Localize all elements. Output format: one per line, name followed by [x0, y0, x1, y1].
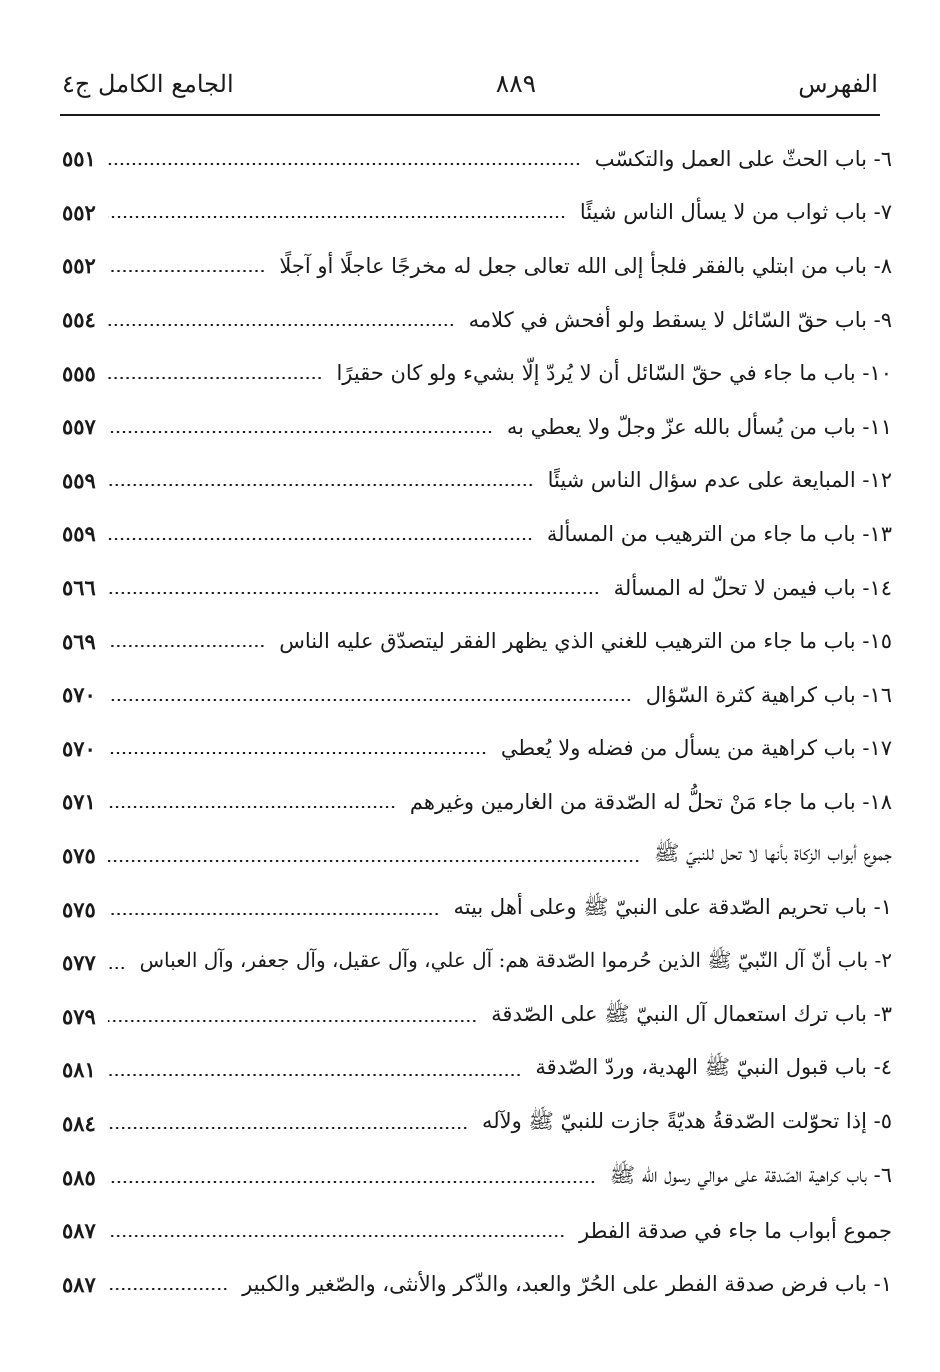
toc-entry: [62, 400, 892, 454]
dot-leader: [108, 484, 534, 486]
toc-entry: [62, 1150, 892, 1204]
toc-entry-page: ٥٧٥: [62, 843, 96, 869]
toc-entry-title: ١٨- باب ما جاء مَنْ تحلُّ له الصّدقة من الغارمين وغيرهم: [409, 789, 892, 814]
dot-leader: [108, 324, 455, 326]
dot-leader: [108, 1181, 596, 1183]
dot-leader: [108, 806, 396, 808]
toc-entry: [62, 722, 892, 776]
toc-entry-title: ١٧- باب كراهية من يسأل من فضله ولا يُعطي: [500, 736, 892, 761]
dot-leader: [108, 1074, 522, 1076]
toc-entry: [62, 1043, 892, 1097]
toc-entry: [62, 990, 892, 1044]
toc-entry: [62, 186, 892, 240]
toc-entry-title: ٥- إذا تحوّلت الصّدقةُ هديّةً جازت للنبيّ ﷺ ولآله: [482, 1108, 892, 1133]
toc-entry: [62, 346, 892, 400]
toc-entry-title: ١٢- المبايعة على عدم سؤال الناس شيئًا: [547, 468, 892, 493]
toc-entry-page: ٥٨١: [62, 1057, 96, 1083]
toc-entry-title: جموع أبواب ما جاء في صدقة الفطر: [579, 1218, 892, 1243]
toc-entry-page: ٥٨٥: [62, 1164, 96, 1190]
toc-entry-title: ١- باب تحريم الصّدقة على النبيّ ﷺ وعلى أهل بيته: [453, 894, 892, 919]
section-title: الفهرس: [798, 70, 878, 98]
dot-leader: [108, 592, 600, 594]
toc-entry-title: ٤- باب قبول النبيّ ﷺ الهدية، وردّ الصّدقة: [535, 1055, 892, 1080]
toc-entry-title: ٨- باب من ابتلي بالفقر فلجأ إلى الله تعالى جعل له مخرجًا عاجلًا أو آجلًا: [279, 253, 892, 278]
toc-entry-page: ٥٧٧: [62, 950, 96, 976]
dot-leader: [108, 1235, 565, 1237]
dot-leader: [108, 431, 493, 433]
book-title: الجامع الكامل ج٤: [62, 70, 234, 98]
toc-entry-page: ٥٥٩: [62, 521, 96, 547]
dot-leader: [108, 752, 487, 754]
dot-leader: [108, 699, 632, 701]
toc-entry-title: ١٠- باب ما جاء في حقّ السّائل أن لا يُردّ إلّا بشيء ولو كان حقيرًا: [336, 361, 892, 386]
toc-entry-title: ١١- باب من يُسأل بالله عزّ وجلّ ولا يعطي به: [506, 414, 892, 439]
toc-entry-page: ٥٦٦: [62, 575, 96, 601]
toc-entry-page: ٥٥٢: [62, 199, 96, 225]
toc-entry: [62, 132, 892, 186]
dot-leader: [108, 1127, 468, 1129]
toc-entry-title: ٣- باب ترك استعمال آل النبيّ ﷺ على الصّدقة: [491, 1001, 892, 1026]
toc-entry-page: ٥٧٠: [62, 735, 96, 761]
dot-leader: [108, 967, 126, 969]
toc-entry: [62, 829, 892, 883]
toc-entry-page: ٥٥٢: [62, 253, 96, 279]
toc-entry-title: ١٣- باب ما جاء من الترهيب من المسألة: [546, 521, 892, 546]
toc-entry-page: ٥٧٠: [62, 682, 96, 708]
dot-leader: [108, 216, 566, 218]
toc-entry-page: ٥٥٤: [62, 307, 96, 333]
toc-entry-page: ٥٧١: [62, 789, 96, 815]
toc-entry-page: ٥٥٧: [62, 414, 96, 440]
dot-leader: [108, 270, 266, 272]
toc-entry: [62, 614, 892, 668]
toc-entry-page: ٥٨٤: [62, 1110, 96, 1136]
toc-entry-page: ٥٧٩: [62, 1003, 96, 1029]
header-rule: [60, 114, 880, 116]
toc-entry-page: ٥٦٩: [62, 628, 96, 654]
toc-entry: [62, 239, 892, 293]
toc-entry: [62, 561, 892, 615]
toc-entry-title: ٢- باب أنّ آل النّبيّ ﷺ الذين حُرموا الصّدقة هم: آل علي، وآل عقيل، وآل جعفر، وآل العباس: [139, 948, 892, 973]
dot-leader: [108, 1020, 477, 1022]
table-of-contents: [62, 132, 892, 1311]
toc-entry-title: ٩- باب حقّ السّائل لا يسقط ولو أفحش في كلامه: [468, 307, 892, 332]
dot-leader: [108, 163, 581, 165]
dot-leader: [108, 860, 640, 862]
toc-entry: [62, 668, 892, 722]
toc-entry: [62, 775, 892, 829]
toc-entry-page: ٥٨٧: [62, 1218, 96, 1244]
toc-entry-title: ٦- باب كراهية الصّدقة على موالي رسول الله ﷺ: [609, 1162, 892, 1187]
dot-leader: [108, 538, 533, 540]
toc-entry: [62, 1204, 892, 1258]
toc-entry-page: ٥٥٩: [62, 467, 96, 493]
toc-entry: [62, 936, 892, 990]
toc-entry-title: ١٥- باب ما جاء من الترهيب للغني الذي يظهر الفقر ليتصدّق عليه الناس: [279, 629, 892, 654]
dot-leader: [108, 913, 440, 915]
toc-entry: [62, 454, 892, 508]
dot-leader: [108, 1288, 228, 1290]
toc-entry-title: ٧- باب ثواب من لا يسأل الناس شيئًا: [579, 200, 892, 225]
toc-entry-page: ٥٧٥: [62, 896, 96, 922]
running-header: [62, 64, 878, 104]
dot-leader: [108, 645, 265, 647]
toc-entry: [62, 882, 892, 936]
toc-entry-page: ٥٨٧: [62, 1271, 96, 1297]
toc-entry: [62, 507, 892, 561]
toc-entry-title: ١- باب فرض صدقة الفطر على الحُرّ والعبد، والذّكر والأنثى، والصّغير والكبير: [242, 1272, 892, 1297]
toc-entry: [62, 1097, 892, 1151]
toc-entry: [62, 293, 892, 347]
toc-entry-page: ٥٥١: [62, 146, 96, 172]
toc-entry: [62, 1257, 892, 1311]
page-number: ٨٨٩: [495, 69, 537, 98]
toc-entry-page: ٥٥٥: [62, 360, 96, 386]
toc-entry-title: ١٦- باب كراهية كثرة السّؤال: [645, 682, 892, 707]
toc-entry-title: جموع أبواب الزكاة بأنها لا تحل للنبيّ ﷺ: [653, 841, 892, 866]
toc-entry-title: ١٤- باب فيمن لا تحلّ له المسألة: [613, 575, 892, 600]
toc-entry-title: ٦- باب الحثّ على العمل والتكسّب: [594, 146, 892, 171]
dot-leader: [108, 377, 323, 379]
